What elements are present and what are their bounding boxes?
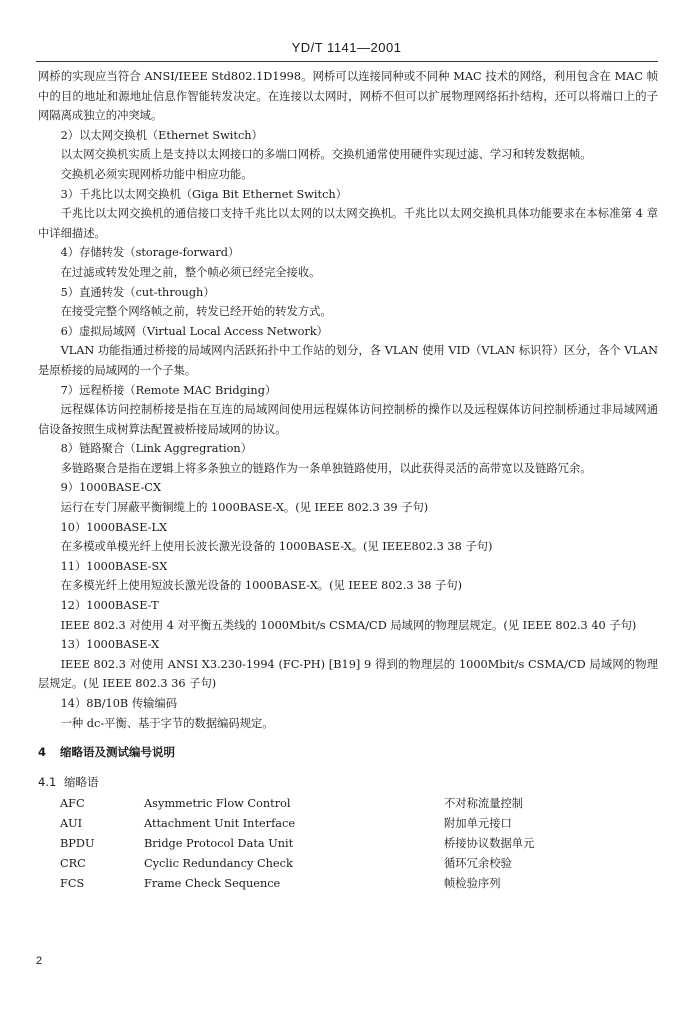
- abbreviation-chinese: 桥接协议数据单元: [444, 837, 535, 851]
- subsection-title: 缩略语: [64, 774, 99, 789]
- definition-item-6: [38, 322, 658, 381]
- abbreviation-english: Asymmetric Flow Control: [144, 797, 291, 811]
- abbreviation-chinese: 帧检验序列: [444, 877, 501, 891]
- page-body: [38, 67, 658, 894]
- item-title: 7）远程桥接（Remote MAC Bridging）: [60, 383, 277, 397]
- abbreviation-row: [60, 834, 644, 854]
- definition-item-8: [38, 439, 658, 478]
- item-paragraph: 多链路聚合是指在逻辑上将多条独立的链路作为一条单独链路使用，以此获得灵活的高带宽以及链路冗余。: [60, 461, 592, 475]
- item-title: 2）以太网交换机（Ethernet Switch）: [60, 128, 263, 142]
- abbreviation-code: CRC: [60, 857, 86, 871]
- item-paragraph: 远程媒体访问控制桥接是指在互连的局域网间使用远程媒体访问控制桥的操作以及远程媒体访问控制桥通过非局域网通信设备按照生成树算法配置被桥接局域网的协议。: [38, 403, 658, 436]
- definition-item-3: [38, 185, 658, 244]
- definition-item-2: [38, 126, 658, 185]
- item-title: 11）1000BASE-SX: [60, 559, 168, 573]
- item-paragraph: VLAN 功能指通过桥接的局域网内活跃拓扑中工作站的划分，各 VLAN 使用 VID（VLAN 标识符）区分，各个 VLAN 是原桥接的局域网的一个子集。: [38, 344, 658, 377]
- section-number: 4: [38, 745, 47, 760]
- abbreviation-code: AFC: [60, 797, 85, 811]
- abbreviation-row: [60, 794, 644, 814]
- document-id: YD/T 1141—2001: [291, 40, 402, 55]
- item-title: 12）1000BASE-T: [60, 599, 159, 613]
- item-title: 10）1000BASE-LX: [60, 520, 168, 534]
- section-title: 缩略语及测试编号说明: [60, 745, 175, 760]
- item-paragraph: 在多模或单模光纤上使用长波长激光设备的 1000BASE-X。(见 IEEE802.3 38 子句): [60, 540, 493, 554]
- abbreviation-code: BPDU: [60, 837, 95, 851]
- page-header: [0, 40, 693, 55]
- definition-item-11: [38, 557, 658, 596]
- abbreviation-row: [60, 874, 644, 894]
- intro-paragraph: 网桥的实现应当符合 ANSI/IEEE Std802.1D1998。网桥可以连接同种或不同种 MAC 技术的网络，利用包含在 MAC 帧中的目的地址和源地址信息作智能转发决定。在连接以太网时，网桥不但可以扩展物理网络拓扑结构，还可以将端口上的子网隔离成独立的冲突域。: [38, 70, 658, 123]
- abbreviation-english: Attachment Unit Interface: [144, 817, 296, 831]
- item-paragraph: 交换机必须实现网桥功能中相应功能。: [60, 167, 253, 181]
- item-title: 8）链路聚合（Link Aggregration）: [60, 442, 252, 456]
- definition-item-4: [38, 243, 658, 282]
- subsection-number: 4.1: [38, 774, 57, 789]
- item-title: 5）直通转发（cut-through）: [60, 285, 215, 299]
- abbreviation-table: [60, 794, 644, 894]
- item-title: 4）存储转发（storage-forward）: [60, 246, 240, 260]
- abbreviation-code: FCS: [60, 877, 85, 891]
- header-rule: [36, 61, 658, 62]
- item-paragraph: 在过滤或转发处理之前，整个帧必须已经完全接收。: [60, 265, 321, 279]
- abbreviation-code: AUI: [60, 817, 83, 831]
- item-title: 3）千兆比以太网交换机（Giga Bit Ethernet Switch）: [60, 187, 347, 201]
- abbreviation-english: Bridge Protocol Data Unit: [144, 837, 294, 851]
- section-heading: [38, 743, 658, 763]
- item-paragraph: 在接受完整个网络帧之前，转发已经开始的转发方式。: [60, 305, 332, 319]
- definition-item-13: [38, 635, 658, 694]
- definition-item-7: [38, 381, 658, 440]
- item-paragraph: 以太网交换机实质上是支持以太网接口的多端口网桥。交换机通常使用硬件实现过滤、学习和转发数据帧。: [60, 148, 592, 162]
- item-paragraph: 在多模光纤上使用短波长激光设备的 1000BASE-X。(见 IEEE 802.3 38 子句): [60, 579, 463, 593]
- subsection-heading: [38, 773, 658, 793]
- abbreviation-chinese: 不对称流量控制: [444, 797, 524, 811]
- item-paragraph: IEEE 802.3 对使用 4 对平衡五类线的 1000Mbit/s CSMA/CD 局域网的物理层规定。(见 IEEE 802.3 40 子句): [60, 618, 637, 632]
- item-paragraph: 千兆比以太网交换机的通信接口支持千兆比以太网的以太网交换机。千兆比以太网交换机具体功能要求在本标准第 4 章中详细描述。: [38, 207, 658, 240]
- definition-item-14: [38, 694, 658, 733]
- definition-item-10: [38, 518, 658, 557]
- item-title: 9）1000BASE-CX: [60, 481, 161, 495]
- definition-item-12: [38, 596, 658, 635]
- abbreviation-row: [60, 814, 644, 834]
- item-title: 14）8B/10B 传输编码: [60, 697, 178, 710]
- abbreviation-chinese: 附加单元接口: [444, 817, 512, 831]
- definition-item-5: [38, 283, 658, 322]
- definition-item-9: [38, 478, 658, 517]
- item-paragraph: 运行在专门屏蔽平衡铜缆上的 1000BASE-X。(见 IEEE 802.3 39 子句): [60, 501, 429, 515]
- item-paragraph: 一种 dc-平衡、基于字节的数据编码规定。: [60, 716, 274, 730]
- abbreviation-english: Cyclic Redundancy Check: [144, 857, 293, 871]
- item-paragraph: IEEE 802.3 对使用 ANSI X3.230-1994 (FC-PH) [B19] 9 得到的物理层的 1000Mbit/s CSMA/CD 局域网的物理层规定。(见 IEEE 802.3 36 子句): [38, 657, 658, 691]
- abbreviation-english: Frame Check Sequence: [144, 877, 281, 891]
- abbreviation-row: [60, 854, 644, 874]
- item-title: 6）虚拟局域网（Virtual Local Access Network）: [60, 324, 328, 338]
- item-title: 13）1000BASE-X: [60, 638, 160, 652]
- abbreviation-chinese: 循环冗余校验: [444, 857, 512, 871]
- page-number: 2: [36, 955, 43, 967]
